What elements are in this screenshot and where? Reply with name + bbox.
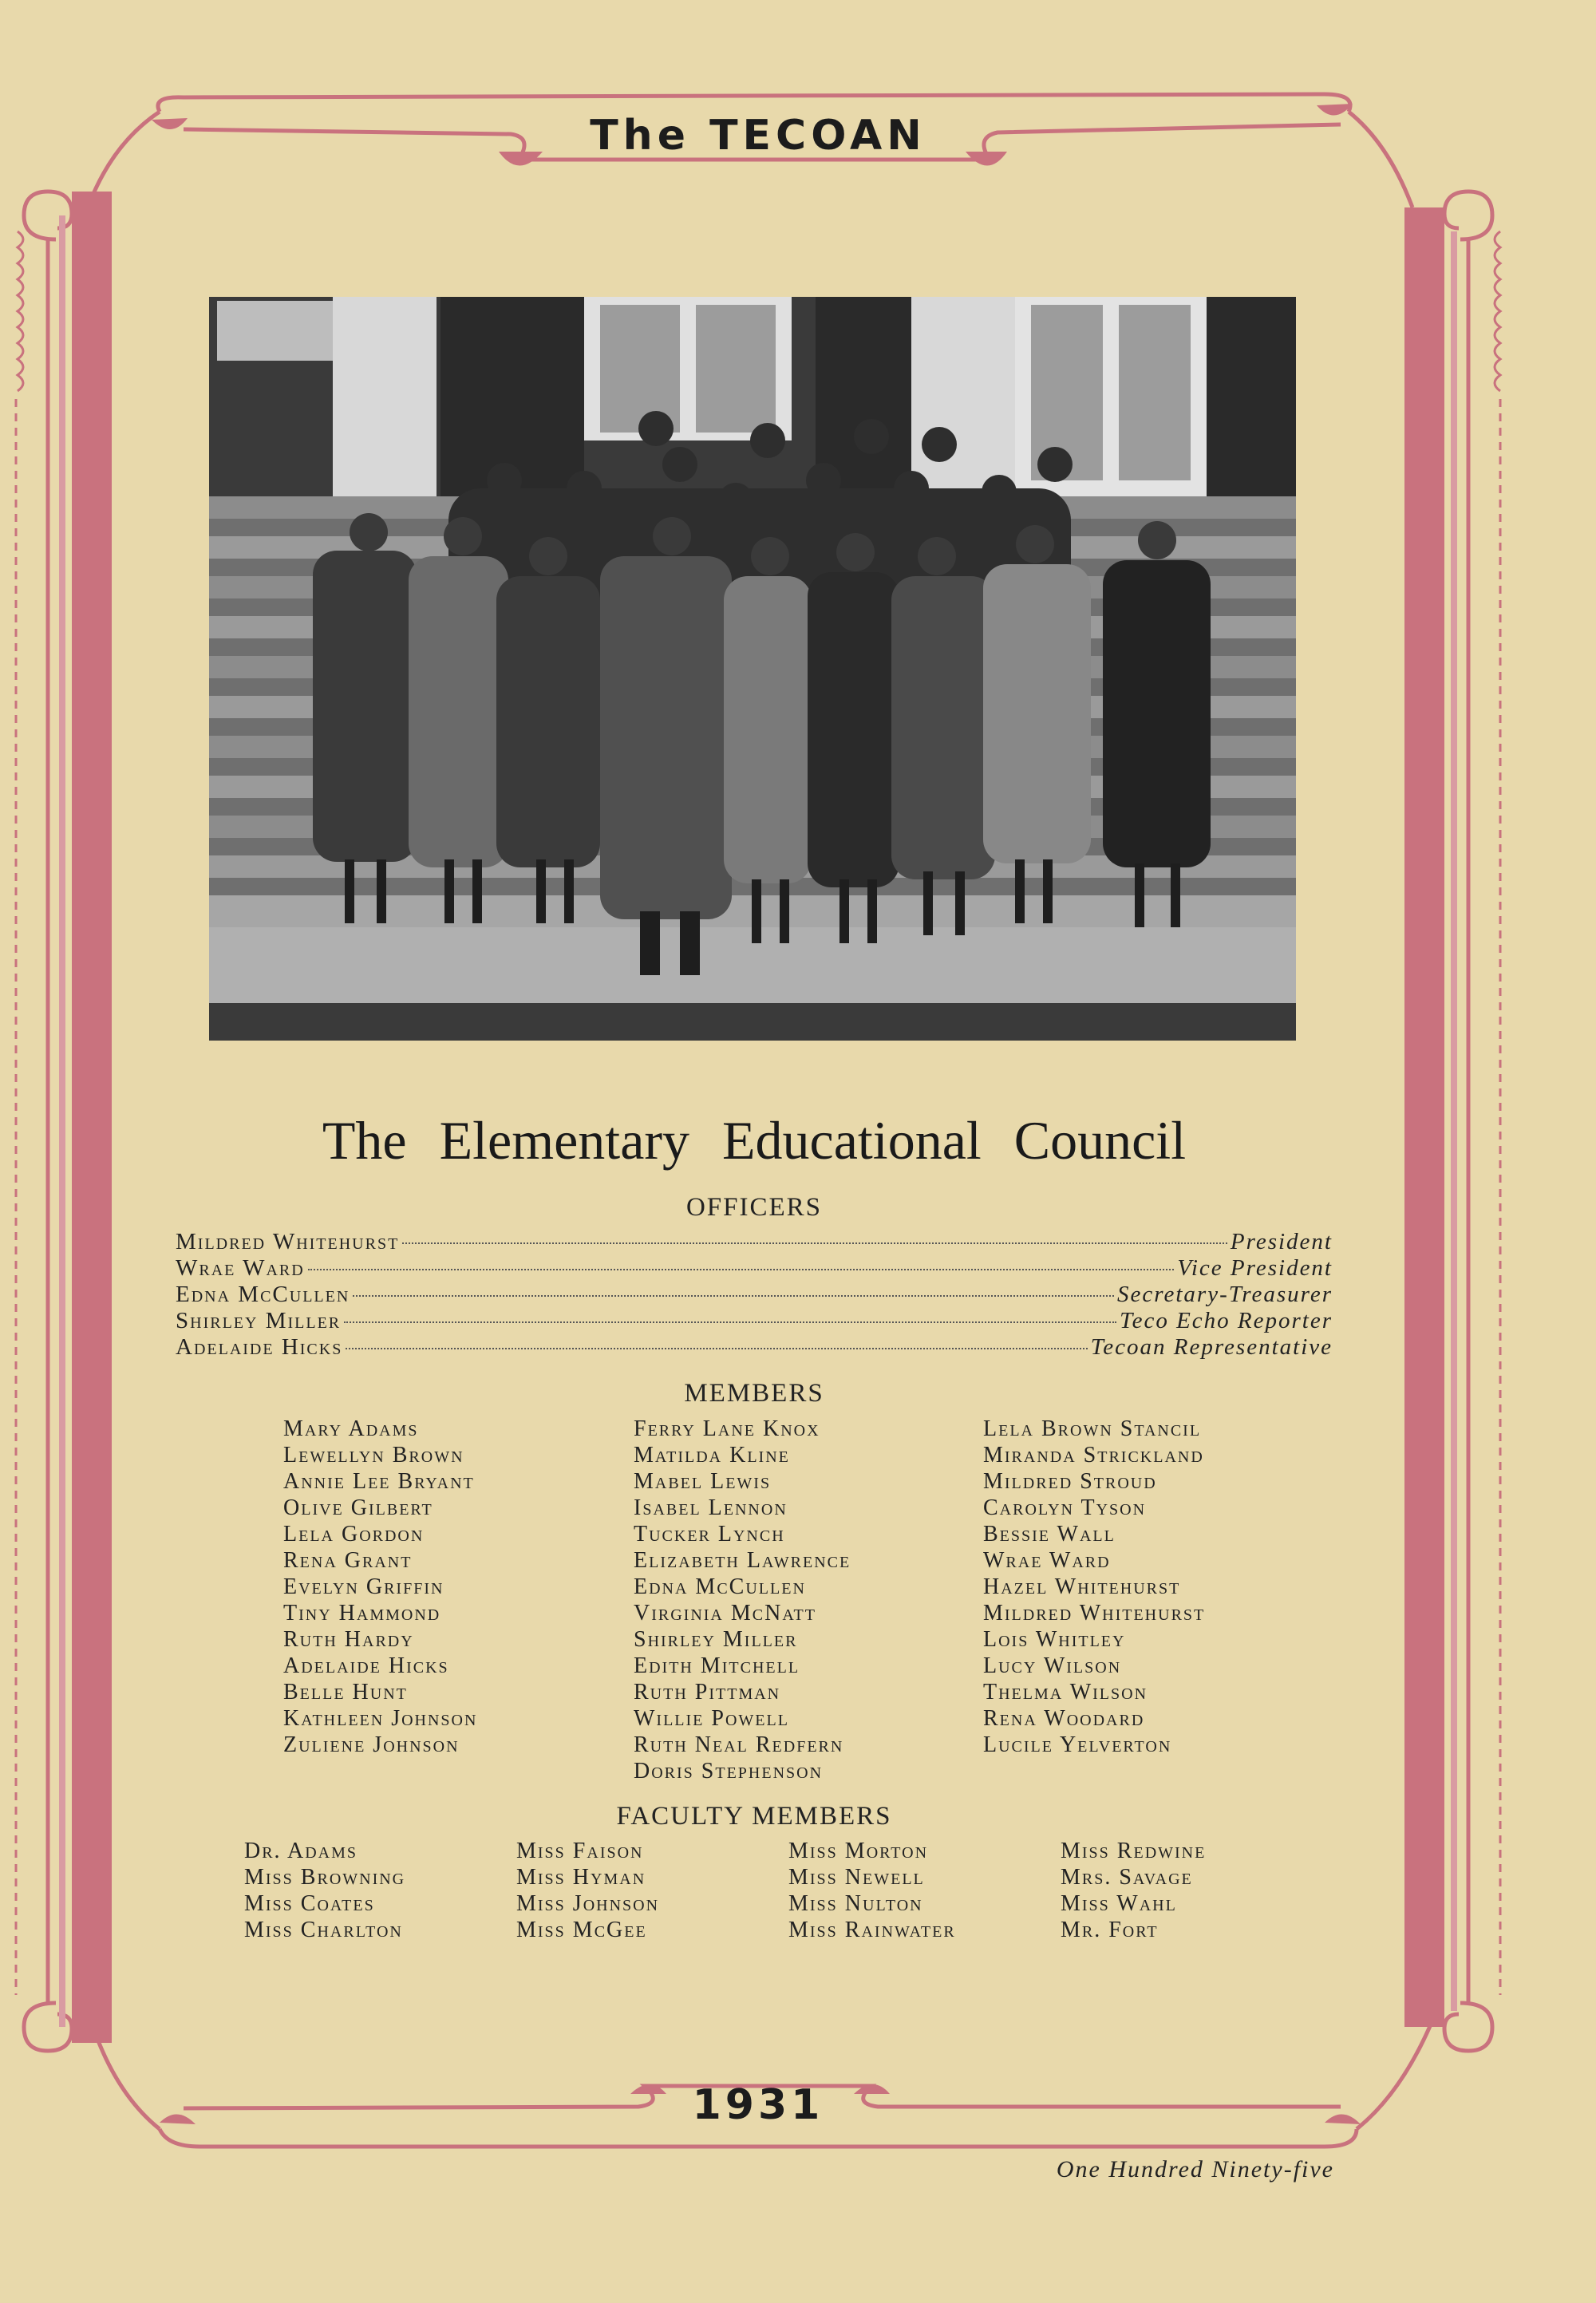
officer-row xyxy=(176,1308,1333,1334)
member-name: Tucker Lynch xyxy=(634,1522,785,1547)
officer-row xyxy=(176,1255,1333,1282)
member-name: Lucile Yelverton xyxy=(983,1732,1172,1757)
yearbook-title: The TECOAN xyxy=(590,112,926,160)
officer-name: Adelaide Hicks xyxy=(176,1334,343,1360)
faculty-name: Miss Hyman xyxy=(516,1865,646,1890)
dot-leader xyxy=(353,1295,1114,1297)
members-heading: MEMBERS xyxy=(684,1379,824,1408)
member-name: Belle Hunt xyxy=(283,1680,408,1705)
member-name: Annie Lee Bryant xyxy=(283,1469,475,1494)
member-name: Bessie Wall xyxy=(983,1522,1116,1547)
faculty-column xyxy=(244,1838,405,1943)
member-name: Ferry Lane Knox xyxy=(634,1416,820,1441)
member-name: Kathleen Johnson xyxy=(283,1706,478,1731)
member-name: Lewellyn Brown xyxy=(283,1443,464,1468)
member-name: Zuliene Johnson xyxy=(283,1732,460,1757)
officer-office: Tecoan Representative xyxy=(1090,1334,1333,1360)
officer-office: Vice President xyxy=(1177,1255,1333,1281)
member-name: Hazel Whitehurst xyxy=(983,1574,1181,1599)
faculty-name: Mrs. Savage xyxy=(1061,1865,1193,1890)
dot-leader xyxy=(346,1348,1087,1349)
dot-leader xyxy=(402,1242,1227,1244)
member-name: Edna McCullen xyxy=(634,1574,806,1599)
officer-office: Secretary-Treasurer xyxy=(1117,1282,1333,1307)
member-name: Carolyn Tyson xyxy=(983,1495,1147,1520)
faculty-heading: FACULTY MEMBERS xyxy=(616,1802,892,1831)
member-name: Edith Mitchell xyxy=(634,1653,800,1678)
dot-leader xyxy=(308,1269,1175,1270)
officers-list xyxy=(176,1229,1333,1361)
member-name: Matilda Kline xyxy=(634,1443,790,1468)
member-name: Doris Stephenson xyxy=(634,1759,824,1784)
officers-heading: OFFICERS xyxy=(685,1193,823,1222)
faculty-name: Miss Redwine xyxy=(1061,1839,1207,1863)
group-photo xyxy=(209,297,1296,1041)
member-name: Ruth Hardy xyxy=(283,1627,414,1652)
faculty-name: Mr. Fort xyxy=(1061,1918,1159,1942)
officer-row xyxy=(176,1334,1333,1361)
member-name: Lucy Wilson xyxy=(983,1653,1122,1678)
member-name: Rena Woodard xyxy=(983,1706,1145,1731)
member-name: Thelma Wilson xyxy=(983,1680,1148,1705)
member-name: Mabel Lewis xyxy=(634,1469,772,1494)
member-name: Elizabeth Lawrence xyxy=(634,1548,851,1573)
member-name: Lois Whitley xyxy=(983,1627,1126,1652)
member-name: Lela Gordon xyxy=(283,1522,425,1547)
faculty-column xyxy=(1061,1838,1206,1943)
member-name: Isabel Lennon xyxy=(634,1495,788,1520)
faculty-name: Miss Charlton xyxy=(244,1918,403,1942)
faculty-name: Miss McGee xyxy=(516,1918,647,1942)
faculty-name: Miss Newell xyxy=(788,1865,925,1890)
faculty-name: Dr. Adams xyxy=(244,1839,358,1863)
officer-name: Mildred Whitehurst xyxy=(176,1229,400,1254)
faculty-name: Miss Wahl xyxy=(1061,1891,1177,1916)
faculty-name: Miss Browning xyxy=(244,1865,406,1890)
officer-office: Teco Echo Reporter xyxy=(1120,1308,1333,1333)
member-name: Olive Gilbert xyxy=(283,1495,433,1520)
dot-leader xyxy=(344,1321,1116,1323)
officer-office: President xyxy=(1230,1229,1333,1254)
officer-row xyxy=(176,1229,1333,1255)
council-title: The Elementary Educational Council xyxy=(322,1110,1187,1171)
faculty-name: Miss Rainwater xyxy=(788,1918,956,1942)
members-column xyxy=(983,1416,1205,1758)
page-number: One Hundred Ninety-five xyxy=(1056,2156,1334,2183)
officer-name: Shirley Miller xyxy=(176,1308,342,1333)
faculty-column xyxy=(516,1838,659,1943)
member-name: Tiny Hammond xyxy=(283,1601,441,1626)
faculty-name: Miss Nulton xyxy=(788,1891,923,1916)
members-column xyxy=(634,1416,851,1784)
faculty-name: Miss Johnson xyxy=(516,1891,660,1916)
member-name: Mildred Stroud xyxy=(983,1469,1157,1494)
faculty-name: Miss Faison xyxy=(516,1839,644,1863)
faculty-column xyxy=(788,1838,956,1943)
member-name: Shirley Miller xyxy=(634,1627,798,1652)
member-name: Miranda Strickland xyxy=(983,1443,1204,1468)
member-name: Ruth Neal Redfern xyxy=(634,1732,844,1757)
faculty-name: Miss Morton xyxy=(788,1839,929,1863)
member-name: Wrae Ward xyxy=(983,1548,1111,1573)
member-name: Lela Brown Stancil xyxy=(983,1416,1202,1441)
yearbook-year: 1931 xyxy=(692,2081,824,2129)
officer-row xyxy=(176,1282,1333,1308)
faculty-name: Miss Coates xyxy=(244,1891,375,1916)
member-name: Rena Grant xyxy=(283,1548,413,1573)
member-name: Evelyn Griffin xyxy=(283,1574,444,1599)
officer-name: Edna McCullen xyxy=(176,1282,350,1307)
member-name: Mildred Whitehurst xyxy=(983,1601,1206,1626)
member-name: Adelaide Hicks xyxy=(283,1653,449,1678)
member-name: Willie Powell xyxy=(634,1706,789,1731)
officer-name: Wrae Ward xyxy=(176,1255,305,1281)
member-name: Ruth Pittman xyxy=(634,1680,781,1705)
members-column xyxy=(283,1416,477,1758)
member-name: Mary Adams xyxy=(283,1416,419,1441)
member-name: Virginia McNatt xyxy=(634,1601,816,1626)
